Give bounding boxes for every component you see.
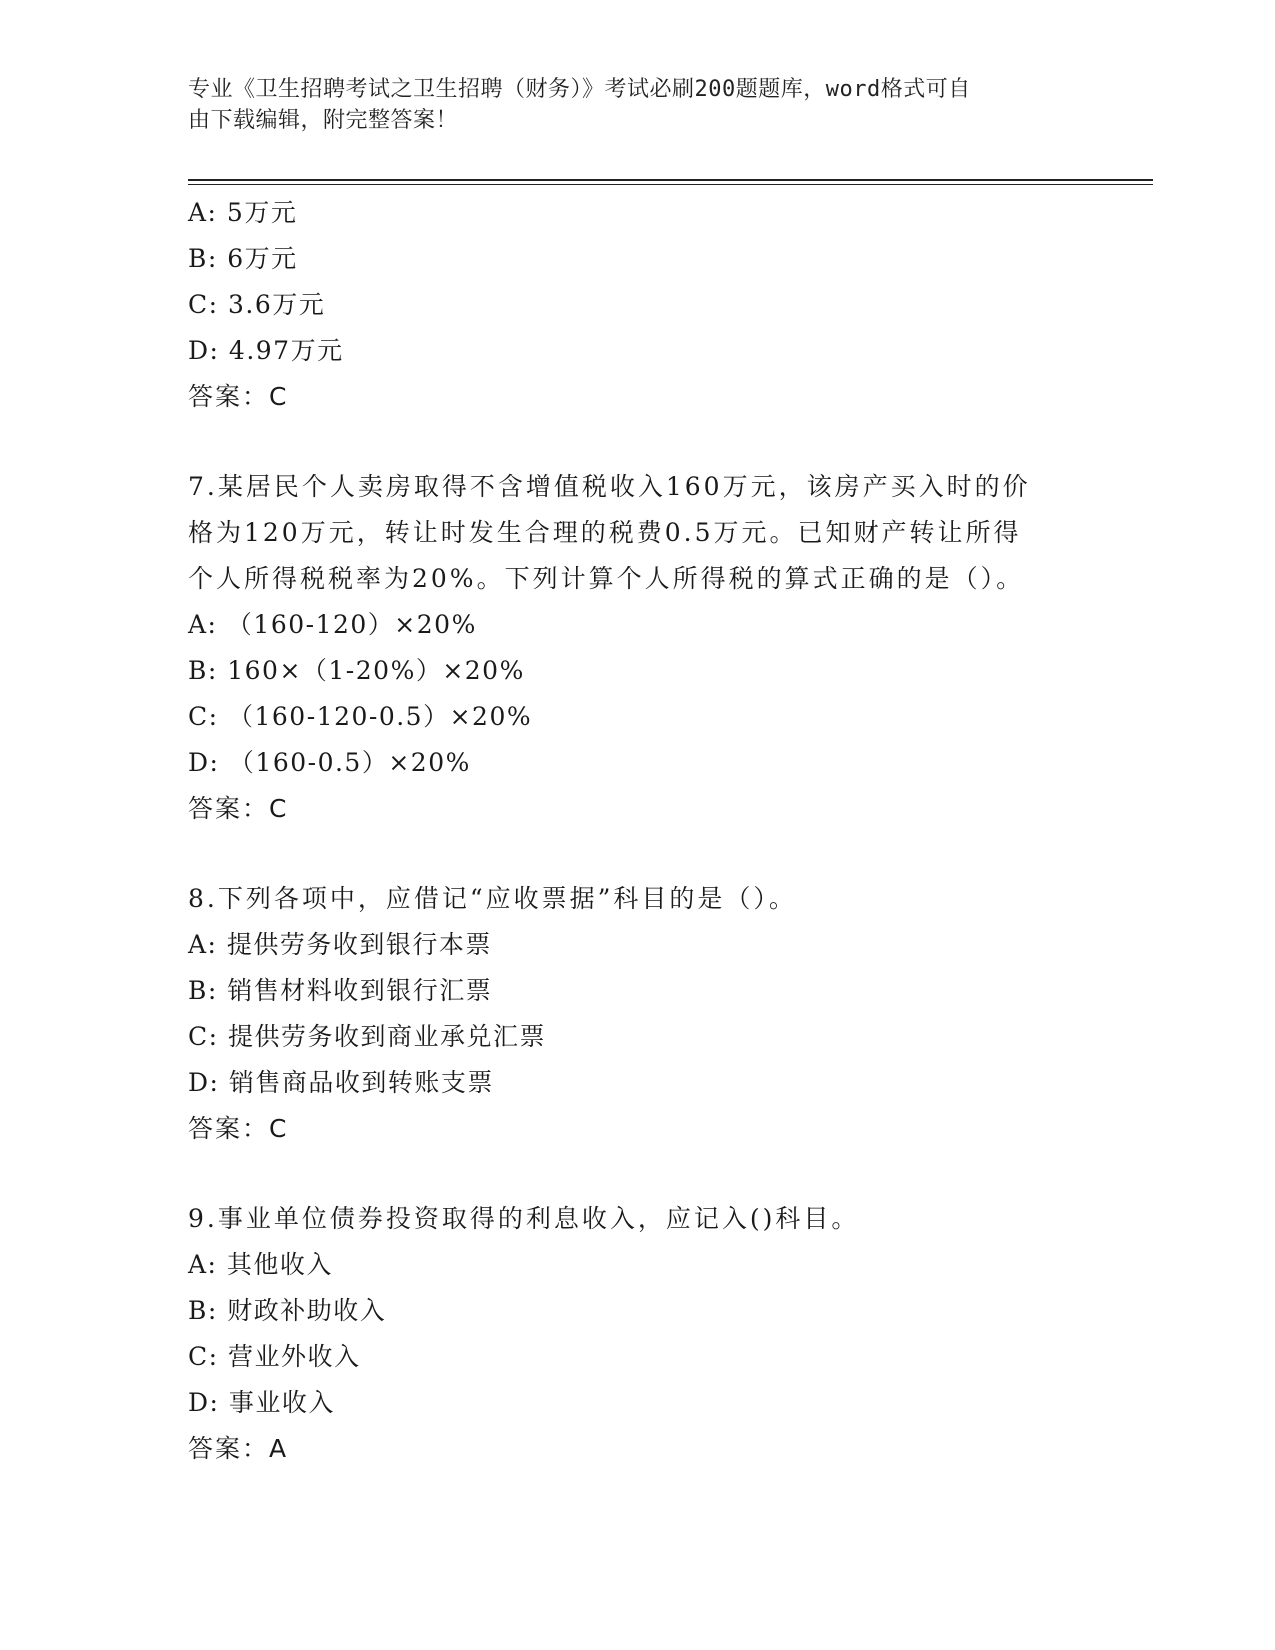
answer-label: 答案：C (188, 1114, 289, 1143)
option-a: A: 其他收入 (188, 1250, 333, 1279)
option-d: D: 销售商品收到转账支票 (188, 1068, 494, 1097)
question-stem-line: 7.某居民个人卖房取得不含增值税收入160万元，该房产买入时的价 (188, 472, 1031, 501)
option-a: A: 提供劳务收到银行本票 (188, 930, 492, 959)
document-header (188, 74, 1068, 136)
question-list (188, 190, 1068, 1472)
header-divider-thin (188, 184, 1153, 185)
option-c: C: 提供劳务收到商业承兑汇票 (188, 1022, 546, 1051)
question-stem (188, 876, 1068, 922)
option-b: B: 6万元 (188, 244, 298, 273)
option-a: A: （160-120）×20% (188, 610, 477, 639)
question-6-block (188, 190, 1068, 420)
question-stem-line: 8.下列各项中，应借记“应收票据”科目的是（）。 (188, 884, 797, 913)
question-9-block (188, 1196, 1068, 1472)
answer-label: 答案：C (188, 382, 289, 411)
answer-label: 答案：C (188, 794, 289, 823)
header-line-2: 由下载编辑，附完整答案！ (188, 108, 459, 133)
option-d: D: （160-0.5）×20% (188, 748, 471, 777)
option-d: D: 4.97万元 (188, 336, 344, 365)
answer-label: 答案：A (188, 1434, 289, 1463)
question-stem (188, 1196, 1068, 1242)
option-c: C: （160-120-0.5）×20% (188, 702, 533, 731)
question-8-block (188, 876, 1068, 1152)
option-a: A: 5万元 (188, 198, 298, 227)
option-b: B: 160×（1-20%）×20% (188, 656, 525, 685)
header-divider-thick (188, 179, 1153, 181)
question-stem-line: 格为120万元，转让时发生合理的税费0.5万元。已知财产转让所得 (188, 518, 1022, 547)
question-7-block (188, 464, 1068, 832)
question-stem-line: 9.事业单位债券投资取得的利息收入，应记入()科目。 (188, 1204, 860, 1233)
header-line-1: 专业《卫生招聘考试之卫生招聘（财务）》考试必刷200题题库，word格式可自 (188, 77, 971, 102)
option-c: C: 3.6万元 (188, 290, 326, 319)
question-stem (188, 464, 1068, 602)
option-b: B: 财政补助收入 (188, 1296, 387, 1325)
option-d: D: 事业收入 (188, 1388, 335, 1417)
option-b: B: 销售材料收到银行汇票 (188, 976, 493, 1005)
option-c: C: 营业外收入 (188, 1342, 361, 1371)
question-stem-line: 个人所得税税率为20%。下列计算个人所得税的算式正确的是（）。 (188, 564, 1025, 593)
